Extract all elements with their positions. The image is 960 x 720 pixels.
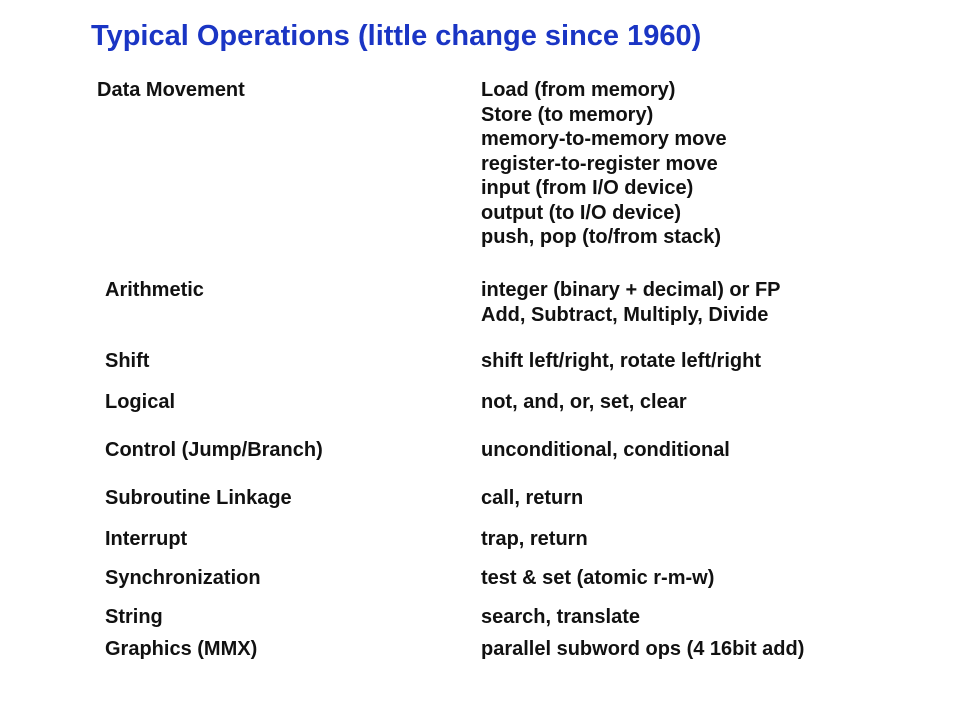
operation-label-shift: Shift xyxy=(105,350,150,372)
operation-label-arithmetic: Arithmetic xyxy=(105,279,204,301)
operation-label-data-movement: Data Movement xyxy=(97,79,245,101)
operation-label-synchronization: Synchronization xyxy=(105,567,261,589)
desc-line: Add, Subtract, Multiply, Divide xyxy=(481,303,769,326)
desc-line: push, pop (to/from stack) xyxy=(481,226,721,248)
operation-label-logical: Logical xyxy=(105,391,176,413)
operation-desc-interrupt: trap, return xyxy=(481,528,588,550)
operation-desc-data-movement xyxy=(481,78,727,250)
operation-desc-arithmetic xyxy=(481,278,781,327)
desc-line: register-to-register move xyxy=(481,152,718,175)
operation-desc-control: unconditional, conditional xyxy=(481,439,730,461)
operation-label-interrupt: Interrupt xyxy=(105,528,188,550)
operation-desc-graphics: parallel subword ops (4 16bit add) xyxy=(481,638,805,660)
operation-label-graphics: Graphics (MMX) xyxy=(105,638,258,660)
operation-desc-shift: shift left/right, rotate left/right xyxy=(481,350,761,372)
desc-line: memory-to-memory move xyxy=(481,128,727,150)
operation-label-subroutine-linkage: Subroutine Linkage xyxy=(105,487,292,509)
operation-label-string: String xyxy=(105,606,163,628)
desc-line: Load (from memory) xyxy=(481,79,676,101)
desc-line: integer (binary + decimal) or FP xyxy=(481,279,781,301)
operation-desc-subroutine-linkage: call, return xyxy=(481,487,584,509)
operation-desc-string: search, translate xyxy=(481,606,640,628)
operation-desc-synchronization: test & set (atomic r-m-w) xyxy=(481,567,715,589)
desc-line: Store (to memory) xyxy=(481,103,654,126)
desc-line: output (to I/O device) xyxy=(481,201,681,224)
operation-label-control: Control (Jump/Branch) xyxy=(105,439,323,461)
page-title: Typical Operations (little change since 1960) xyxy=(91,20,702,52)
operation-desc-logical: not, and, or, set, clear xyxy=(481,391,687,413)
desc-line: input (from I/O device) xyxy=(481,177,694,199)
